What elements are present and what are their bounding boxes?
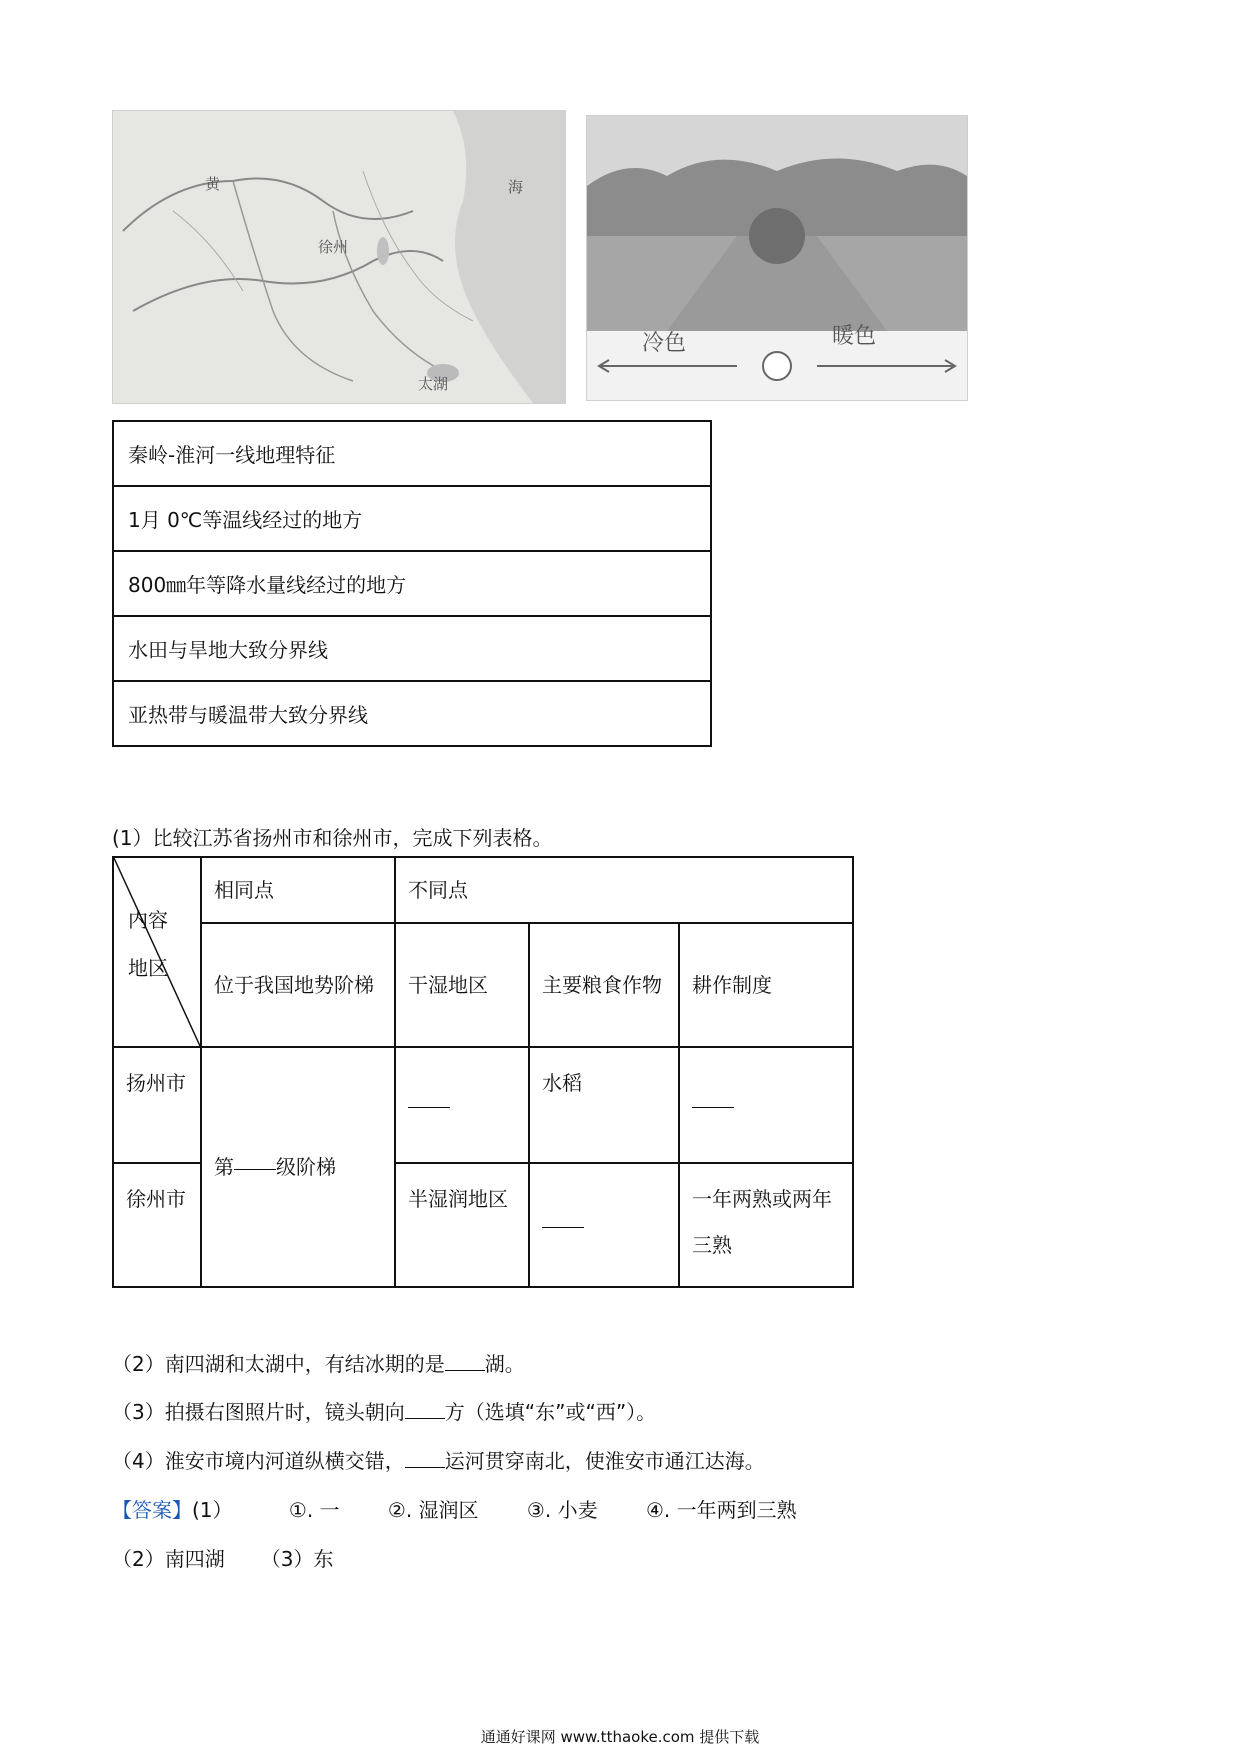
answer-blank[interactable] [542, 1226, 584, 1228]
geographic-features-table [112, 420, 712, 747]
yangzhou-dryness-cell [395, 1047, 529, 1163]
different-points-header: 不同点 [395, 857, 853, 923]
yangzhou-farming-cell [679, 1047, 853, 1163]
answer-line-1: 【答案】(1） ①. 一 ②. 湿润区 ③. 小麦 ④. 一年两到三熟 [112, 1498, 797, 1522]
photo-drawing [587, 116, 967, 400]
map-label-taihu: 太湖 [418, 375, 449, 393]
xuzhou-crop-cell [529, 1163, 679, 1287]
xuzhou-farming-cell: 一年两熟或两年三熟 [679, 1163, 853, 1287]
feature-row: 秦岭-淮河一线地理特征 [113, 421, 711, 486]
answer-line-2: （2）南四湖 （3）东 [112, 1547, 334, 1571]
city-xuzhou: 徐州市 [113, 1163, 201, 1287]
feature-row: 800㎜年等降水量线经过的地方 [113, 551, 711, 616]
answer-blank[interactable] [234, 1168, 276, 1170]
question-4: （4）淮安市境内河道纵横交错， 运河贯穿南北，使淮安市通江达海。 [112, 1449, 765, 1473]
map-label-xuzhou: 徐州 [318, 238, 349, 256]
diagonal-header-cell [113, 857, 201, 1047]
answer-blank[interactable] [405, 1398, 445, 1419]
photo-image [586, 115, 968, 401]
region-label: 地区 [128, 956, 168, 980]
warm-color-label: 暖色 [832, 324, 877, 349]
answer-blank[interactable] [405, 1447, 445, 1468]
map-image [112, 110, 566, 404]
terrain-prefix: 第 [214, 1155, 234, 1179]
feature-row: 1月 0℃等温线经过的地方 [113, 486, 711, 551]
answer-blank[interactable] [692, 1106, 734, 1108]
comparison-table [112, 856, 854, 1288]
map-label-huang: 黄 [205, 175, 221, 193]
same-points-header: 相同点 [201, 857, 395, 923]
feature-row: 水田与旱地大致分界线 [113, 616, 711, 681]
question-2: （2）南四湖和太湖中，有结冰期的是 湖。 [112, 1352, 525, 1376]
farming-header: 耕作制度 [679, 923, 853, 1047]
terrain-step-cell [201, 1047, 395, 1287]
question-3: （3）拍摄右图照片时，镜头朝向 方（选填“东”或“西”）。 [112, 1400, 657, 1424]
crop-header: 主要粮食作物 [529, 923, 679, 1047]
answer-blank[interactable] [445, 1350, 485, 1371]
content-label: 内容 [128, 908, 168, 932]
terrain-suffix: 级阶梯 [276, 1155, 336, 1179]
answer-blank[interactable] [408, 1106, 450, 1108]
dryness-header: 干湿地区 [395, 923, 529, 1047]
map-label-hai: 海 [508, 178, 524, 196]
city-yangzhou: 扬州市 [113, 1047, 201, 1163]
cold-color-label: 冷色 [642, 331, 687, 356]
map-drawing [113, 111, 565, 403]
feature-row: 亚热带与暖温带大致分界线 [113, 681, 711, 746]
xuzhou-dryness-cell: 半湿润地区 [395, 1163, 529, 1287]
page-footer: 通通好课网 www.tthaoke.com 提供下载 [480, 1728, 760, 1746]
question-1-prompt: (1）比较江苏省扬州市和徐州市，完成下列表格。 [112, 826, 553, 850]
yangzhou-crop-cell: 水稻 [529, 1047, 679, 1163]
terrain-step-header: 位于我国地势阶梯 [201, 923, 395, 1047]
answer-tag: 【答案】 [112, 1498, 192, 1522]
